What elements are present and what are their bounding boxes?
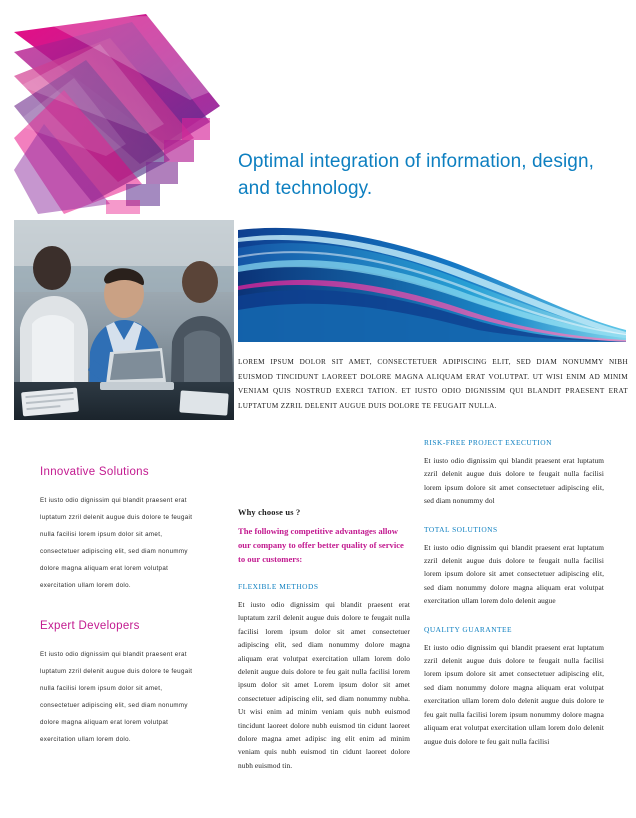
quality-guarantee-body: Et iusto odio dignissim qui blandit praesent erat luptatum zzril delenit augue duis dolore te feugait nulla facilisi lorem ipsum dolore sit amet consectetuer adipiscing elit, sed diam nonummy dolore magna aliquam erat volutpat exercitation ullam lorem dolo delenit augue duis dolore te feu gait nulla facilisi lorem ipsum nonummy dolore magna aliquam erat volutpat exercitation ullam lorem dolo delenit augue duis dolore te feu gait nulla facilisi	[424, 642, 604, 746]
left-column	[40, 466, 200, 774]
flexible-methods-body: Et iusto odio dignissim qui blandit praesent erat luptatum zzril delenit augue duis dolore te feugait nulla facilisi lorem ipsum dolor sit amet consectetuer adipiscing elit, sed diam nonummy dolore magna aliquam erat volutpat exercitation ullam lorem dolo delenit augue duis dolore te feu gait nulla facilisi lorem ipsum dolor sit amet Lorem ipsum dolor sit amet consectetuer adipiscing elit, sed diam nonummy nubha. Ut wisi enim ad minim veniam quis nubh euismod tincidunt laoreet dolore nubh euismod tin cidunt laoreet dolore magna amet adipisc ing elit enim ad minim veniam quis nubh euismod tin cidunt laoreet dolore nubh euismod tin.	[238, 600, 410, 770]
team-photo	[14, 220, 234, 420]
why-choose-us-title: Why choose us ?	[238, 508, 301, 517]
total-solutions-heading: TOTAL SOLUTIONS	[424, 524, 498, 534]
hero-left-graphic	[14, 14, 234, 214]
right-column	[424, 438, 604, 765]
middle-column	[238, 508, 410, 772]
total-solutions-body: Et iusto odio dignissim qui blandit praesent erat luptatum zzril delenit augue duis dolore te feugait nulla facilisi lorem ipsum dolore sit amet consectetuer adipiscing elit, sed diam nonummy dolore magna aliquam erat volutpat exercitation ullam lorem dolo delenit augue	[424, 542, 604, 606]
why-choose-us-lead: The following competitive advantages allow our company to offer better quality of service to our customers:	[238, 526, 404, 564]
intro-paragraph: LOREM IPSUM DOLOR SIT AMET, CONSECTETUER ADIPISCING ELIT, SED DIAM NONUMMY NIBH EUISMOD TINCIDUNT LAOREET DOLORE MAGNA ALIQUAM ERAT VOLUTPAT. UT WISI ENIM AD MINIM VENIAM QUIS NOSTRUD EXERCI TATION. ET IUSTO ODIO DIGNISSIM QUI BLANDIT PRAESENT ERAT LUPTATUM ZZRIL DELENIT AUGUE DUIS DOLORE TE FEUGAIT NULLA.	[238, 358, 628, 410]
left-column-body-2: Et iusto odio dignissim qui blandit praesent erat luptatum zzril delenit augue duis dolore te feugait nulla facilisi lorem ipsum dolor sit amet, consectetuer adipiscing elit, sed diam nonummy dolore magna aliquam erat lorem volutpat exercitation ullam lorem dolo.	[40, 651, 193, 743]
page-title: Optimal integration of information, design, and technology.	[238, 151, 594, 199]
flexible-methods-heading: FLEXIBLE METHODS	[238, 582, 319, 591]
left-column-heading-1: Innovative Solutions	[40, 466, 149, 478]
quality-guarantee-heading: QUALITY GUARANTEE	[424, 624, 513, 634]
risk-free-heading: RISK-FREE PROJECT EXECUTION	[424, 438, 552, 447]
risk-free-body: Et iusto odio dignissim qui blandit praesent erat luptatum zzril delenit augue duis dolore te feugait nulla facilisi lorem ipsum dolore sit amet consectetuer adipiscing elit, sed diam nonummy dol	[424, 456, 604, 506]
left-column-body-1: Et iusto odio dignissim qui blandit praesent erat luptatum zzril delenit augue duis dolore te feugait nulla facilisi lorem ipsum dolor sit amet, consectetuer adipiscing elit, sed diam nonummy dolore magna aliquam erat lorem volutpat exercitation ullam lorem dolo.	[40, 497, 193, 589]
left-column-heading-2: Expert Developers	[40, 620, 140, 632]
hero-right-graphic	[238, 222, 626, 342]
